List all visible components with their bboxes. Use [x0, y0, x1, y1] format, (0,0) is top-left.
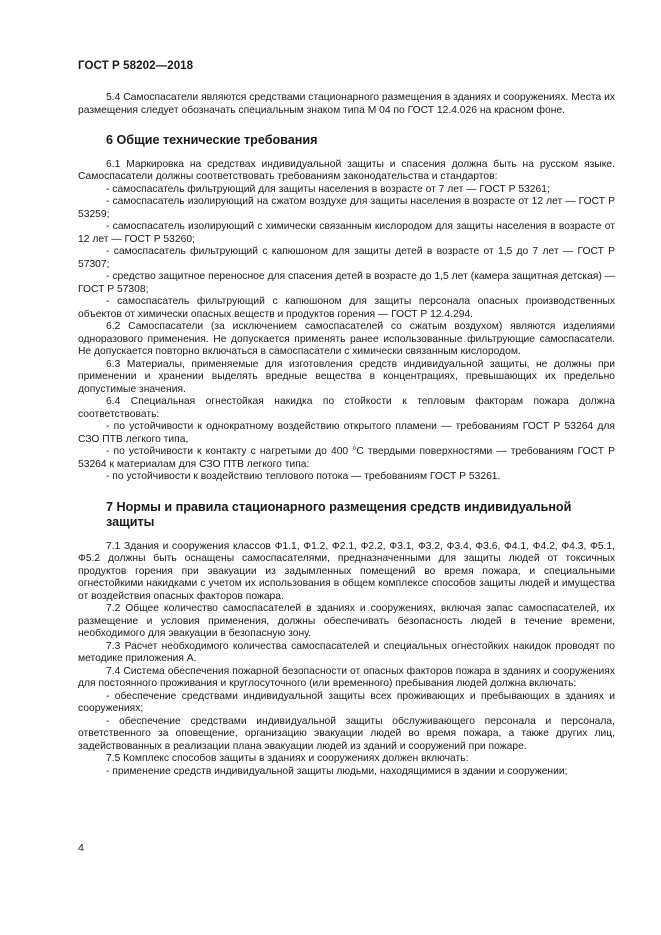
section-6-heading: 6 Общие технические требования — [106, 133, 318, 147]
list-item: - по устойчивости к воздействию теплового потока — требованиям ГОСТ Р 53261. — [106, 471, 501, 482]
paragraph-5-4: 5.4 Самоспасатели являются средствами стационарного размещения в зданиях и сооружениях. Места их размещения следует обозначать специальным знаком типа М 04 по ГОСТ 12.4.026 на красном фоне. — [78, 92, 615, 116]
paragraph-6-4: 6.4 Специальная огнестойкая накидка по стойкости к тепловым факторам пожара должна соответствовать: — [78, 396, 615, 420]
paragraph-6-2: 6.2 Самоспасатели (за исключением самоспасателей со сжатым воздухом) являются изделиями одноразового применения. Не допускается применять ранее использованные фильтрующие самоспасатели. Не допускается повторно включаться в самоспасатели с химически связанным кислородом. — [78, 321, 615, 357]
paragraph-7-5: 7.5 Комплекс способов защиты в зданиях и сооружениях должен включать: — [106, 753, 469, 764]
list-item: - средство защитное переносное для спасения детей в возрасте до 1,5 лет (камера защитная детская) — ГОСТ Р 57308; — [78, 271, 615, 295]
page-body — [78, 92, 615, 778]
paragraph-7-3: 7.3 Расчет необходимого количества самоспасателей и специальных огнестойких накидок проводят по методике приложения А. — [78, 640, 615, 664]
page-number: 4 — [78, 842, 84, 854]
list-item: - самоспасатель фильтрующий для защиты населения в возрасте от 7 лет — ГОСТ Р 53261; — [106, 183, 550, 195]
list-item: - обеспечение средствами индивидуальной защиты обслуживающего персонала и персонала, ответственного за оповещение, организацию эвакуации людей во время пожара, а также других лиц, задействованных в реализации плана эвакуации людей из зданий и сооружений при пожаре. — [78, 715, 615, 752]
paragraph-7-4: 7.4 Система обеспечения пожарной безопасности от опасных факторов пожара в зданиях и сооружениях для постоянного проживания и круглосуточного (или временного) пребывания людей должна включать: — [78, 665, 615, 689]
paragraph-7-2: 7.2 Общее количество самоспасателей в зданиях и сооружениях, включая запас самоспасателей, их размещение и условия применения, должны обеспечивать безопасность людей в течение времени, необходимого для эвакуации в безопасную зону. — [78, 603, 615, 639]
paragraph-7-1: 7.1 Здания и сооружения классов Ф1.1, Ф1.2, Ф2.1, Ф2.2, Ф3.1, Ф3.2, Ф3.4, Ф3.6, Ф4.1, Ф4.2, Ф4.3, Ф5.1, Ф5.2 должны быть оснащены самоспасателями, предназначенными для защиты людей от токсичных продуктов горения при эвакуации из задымленных помещений во время пожара, и специальными огнестойкими накидками с учетом их использования в общем комплексе способов защиты людей и имущества от воздействия опасных факторов пожара. — [78, 540, 615, 602]
section-7-heading: 7 Нормы и правила стационарного размещения средств индивидуальной защиты — [106, 499, 572, 529]
list-item: - применение средств индивидуальной защиты людьми, находящимися в здании и сооружении; — [106, 765, 568, 777]
list-item: - по устойчивости к однократному воздействию открытого пламени — требованиям ГОСТ Р 53264 для СЗО ПТВ легкого типа, — [78, 421, 615, 445]
list-item: - самоспасатель фильтрующий с капюшоном для защиты детей в возрасте от 1,5 до 7 лет — ГОСТ Р 57307; — [78, 246, 615, 270]
paragraph-6-3: 6.3 Материалы, применяемые для изготовления средств индивидуальной защиты, не должны при применении и хранении выделять вредные вещества в концентрациях, превышающих их предельно допустимые значения. — [78, 358, 615, 395]
document-header: ГОСТ Р 58202—2018 — [78, 60, 194, 72]
list-item: - самоспасатель изолирующий с химически связанным кислородом для защиты населения в возрасте от 12 лет — ГОСТ Р 53260; — [78, 221, 615, 245]
list-item: - самоспасатель фильтрующий с капюшоном для защиты персонала опасных производственных объектов от химически опасных веществ и продуктов горения — ГОСТ Р 12.4.294. — [78, 296, 615, 320]
paragraph-6-1: 6.1 Маркировка на средствах индивидуальной защиты и спасения должна быть на русском языке. Самоспасатели должны соответствовать требованиям законодательства и стандартов: — [78, 158, 615, 182]
list-item: - самоспасатель изолирующий на сжатом воздухе для защиты населения в возрасте от 12 лет — ГОСТ Р 53259; — [78, 196, 615, 220]
list-item: - обеспечение средствами индивидуальной защиты всех проживающих и пребывающих в зданиях и сооружениях; — [78, 690, 615, 714]
list-item: - по устойчивости к контакту с нагретыми до 400 °С твердыми поверхностями — требованиям ГОСТ Р 53264 к материалам для СЗО ПТВ легкого типа: — [78, 446, 615, 470]
